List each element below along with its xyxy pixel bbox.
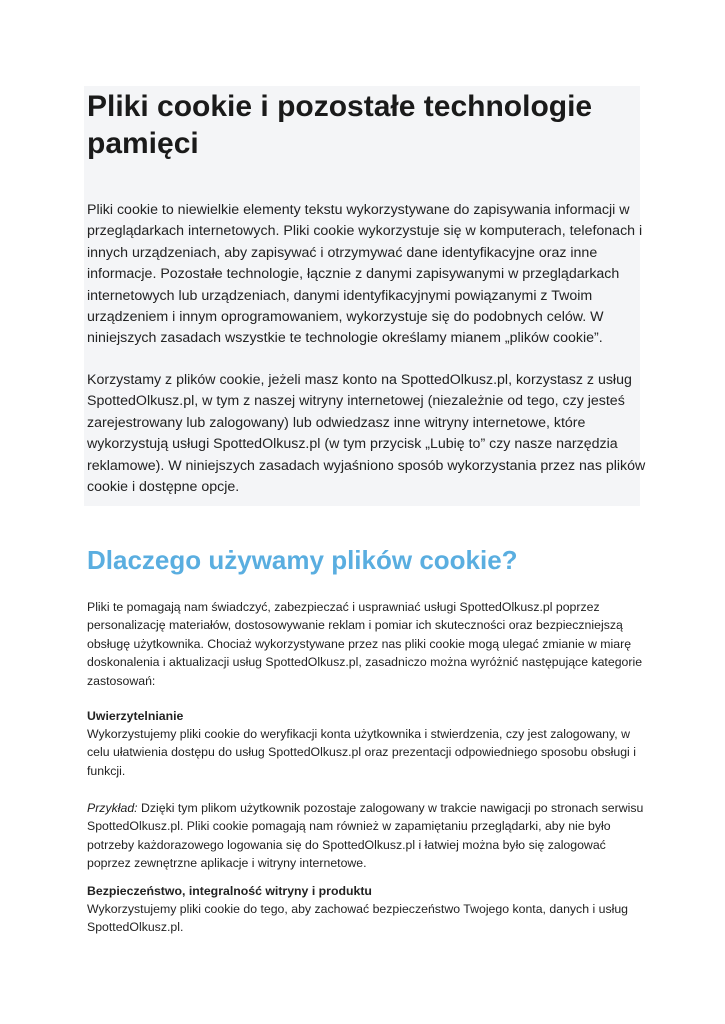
intro-paragraph-2 <box>87 370 646 498</box>
section-heading-why: Dlaczego używamy plików cookie? <box>87 545 518 575</box>
intro-paragraph-1 <box>87 200 643 350</box>
text-line: przeglądarkach internetowych. Pliki cookie wykorzystuje się w komputerach, telefonach i <box>87 223 643 240</box>
example-label: Przykład: <box>87 801 138 815</box>
text-line: Pliki cookie to niewielkie elementy tekstu wykorzystywane do zapisywania informacji w <box>87 202 630 218</box>
authentication-paragraph <box>87 725 639 780</box>
text-line: urządzeniem i innym oprogramowaniem, wykorzystuje się do podobnych celów. W <box>87 309 604 326</box>
page-title <box>87 88 627 162</box>
text-line: Pliki te pomagają nam świadczyć, zabezpieczać i usprawniać usługi SpottedOlkusz.pl poprzez <box>87 600 600 614</box>
text-line: reklamowe). W niniejszych zasadach wyjaśniono sposób wykorzystania przez nas plików <box>87 457 646 474</box>
title-line: Pliki cookie i pozostałe technologie <box>87 90 593 123</box>
text-line: niniejszych zasadach wszystkie te technologie określamy mianem „plików cookie”. <box>87 330 603 347</box>
text-line: celu ułatwienia dostępu do usług SpottedOlkusz.pl oraz prezentacji odpowiedniego sposobu obsługi i <box>87 745 636 760</box>
text-line: Wykorzystujemy pliki cookie do tego, aby zachować bezpieczeństwo Twojego konta, danych i usług <box>87 902 629 916</box>
text-line: SpottedOlkusz.pl. Pliki cookie pomagają nam również w zapamiętaniu przeglądarki, aby nie było <box>87 819 611 834</box>
text-line: SpottedOlkusz.pl, w tym z naszej witryny internetowej (niezależnie od tego, czy jesteś <box>87 393 625 410</box>
subheading-authentication: Uwierzytelnianie <box>87 709 184 723</box>
text-line: SpottedOlkusz.pl. <box>87 920 184 935</box>
text-line: internetowych lub urządzeniach, danymi identyfikacyjnymi powiązanymi z Twoim <box>87 287 593 304</box>
example-text: Dzięki tym plikom użytkownik pozostaje zalogowany w trakcie nawigacji po stronach serwisu <box>137 801 644 815</box>
text-line: Wykorzystujemy pliki cookie do weryfikacji konta użytkownika i stwierdzenia, czy jest zalogowany, w <box>87 727 630 741</box>
text-line: doskonalenia i aktualizacji usług SpottedOlkusz.pl, zasadniczo można wyróżnić następujące kategorie <box>87 655 643 670</box>
text-line: informacje. Pozostałe technologie, łącznie z danymi zapisywanymi w przeglądarkach <box>87 266 620 283</box>
text-line: funkcji. <box>87 763 126 778</box>
title-line: pamięci <box>87 127 199 160</box>
text-line: wykorzystują usługi SpottedOlkusz.pl (w tym przycisk „Lubię to” czy nasze narzędzia <box>87 436 618 453</box>
text-line: innych urządzeniach, aby zapisywać i otrzymywać dane identyfikacyjne oraz inne <box>87 244 598 261</box>
why-paragraph <box>87 598 643 690</box>
text-line: poprzez zewnętrzne aplikacje i witryny internetowe. <box>87 856 367 871</box>
text-line: potrzeby każdorazowego logowania się do SpottedOlkusz.pl i łatwiej można było się zalogować <box>87 837 606 852</box>
text-line <box>87 799 644 817</box>
example-paragraph <box>87 799 644 873</box>
text-line: obsługę użytkownika. Chociaż wykorzystywane przez nas pliki cookie mogą ulegać zmianie w miarę <box>87 636 632 651</box>
security-paragraph <box>87 900 639 937</box>
text-line: zarejestrowany lub zalogowany) lub odwiedzasz inne witryny internetowe, które <box>87 414 586 431</box>
text-line: cookie i dostępne opcje. <box>87 479 240 496</box>
subheading-security: Bezpieczeństwo, integralność witryny i produktu <box>87 884 372 898</box>
text-line: zastosowań: <box>87 673 156 688</box>
text-line: personalizację materiałów, dostosowywanie reklam i pomiar ich skuteczności oraz bezpieczniejszą <box>87 618 623 633</box>
text-line: Korzystamy z plików cookie, jeżeli masz konto na SpottedOlkusz.pl, korzystasz z usług <box>87 372 632 388</box>
